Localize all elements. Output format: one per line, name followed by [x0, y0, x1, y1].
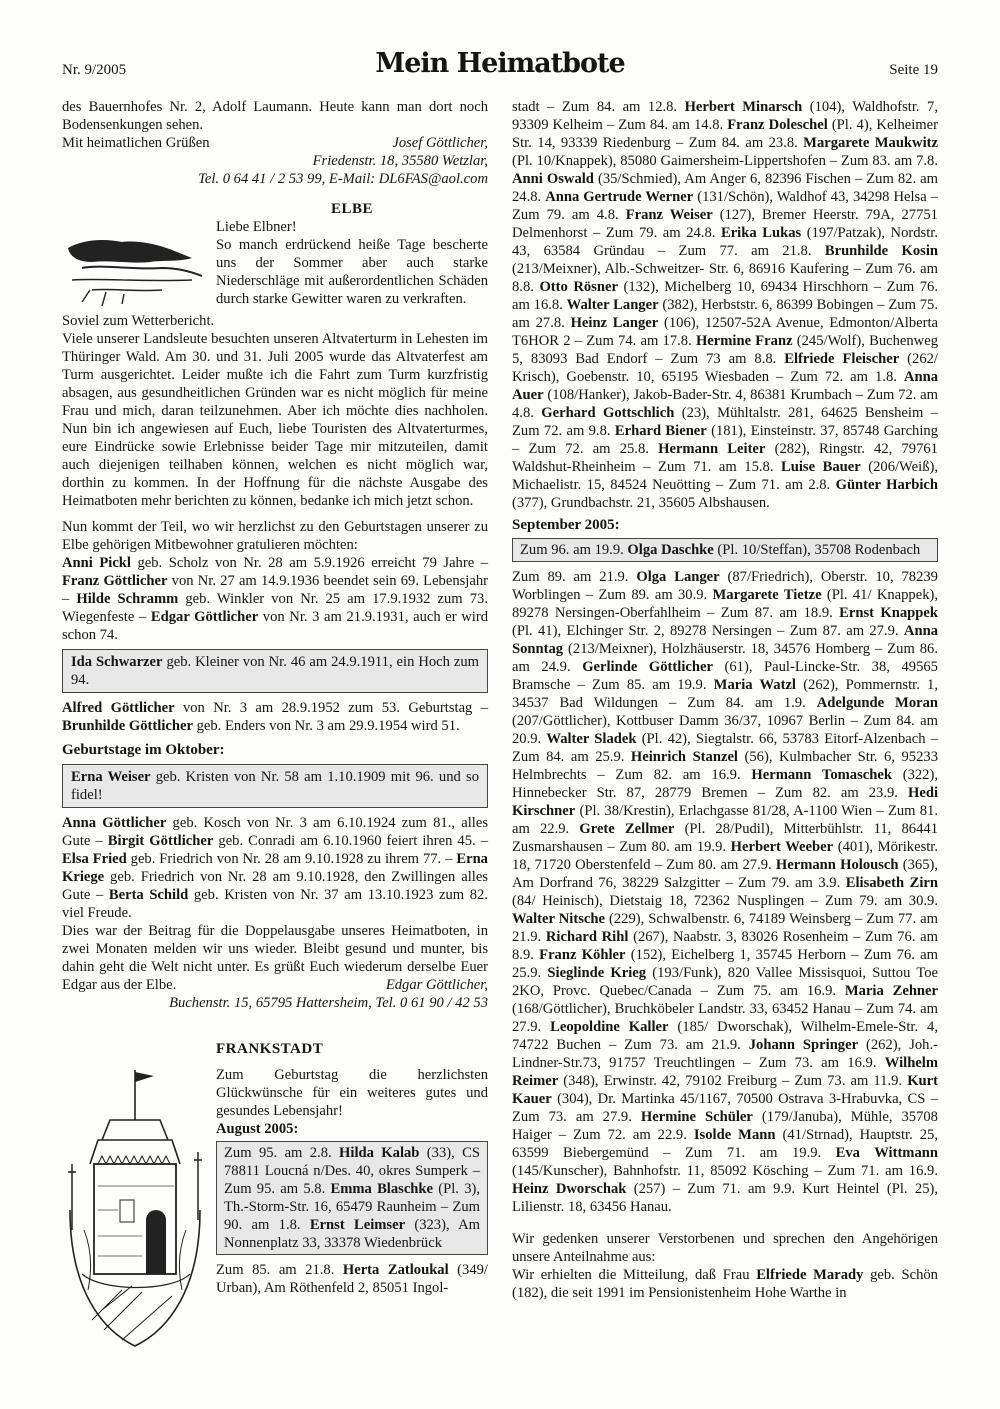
person-name: Margarete Maukwitz — [803, 135, 938, 151]
page-number: Seite 19 — [889, 62, 938, 78]
person-name: Sieglinde Krieg — [547, 965, 647, 981]
person-name: Anna Sonntag — [512, 623, 938, 657]
elbe-birthdays-late-september: Alfred Göttlicher von Nr. 3 am 28.9.1952 zum 53. Geburtstag – Brunhilde Göttlicher geb. Enders von Nr. 3 am 29.9.1954 wird 51. — [62, 700, 488, 734]
memorial-intro: Wir gedenken unserer Verstorbenen und sprechen den Angehörigen unsere Anteilnahme aus: — [512, 1231, 938, 1265]
person-name: Margarete Tietze — [712, 587, 822, 603]
person-name: Erika Lukas — [720, 225, 802, 241]
person-name: Hermine Franz — [695, 333, 793, 349]
frankstadt-august-entry: Zum 85. am 21.8. Herta Zatloukal (349/ Urban), Am Röthenfeld 2, 85051 Ingol- — [216, 1262, 488, 1296]
person-name: Franz Köhler — [539, 947, 626, 963]
person-name: Gerhard Gottschlich — [541, 405, 675, 421]
signature-address: Buchenstr. 15, 65795 Hattersheim, Tel. 0 61 90 / 42 53 — [169, 995, 488, 1011]
person-name: Anni Oswald — [512, 171, 594, 187]
person-name: Anna Auer — [512, 369, 938, 403]
october-heading: Geburtstage im Oktober: — [62, 742, 225, 758]
person-name: Elisabeth Zirn — [845, 875, 938, 891]
elbe-salutation: Liebe Elbner! — [216, 219, 297, 235]
left-column — [62, 98, 488, 1350]
greeting: Mit heimatlichen Grüßen — [62, 135, 210, 151]
signature-contact: Tel. 0 64 41 / 2 53 99, E-Mail: DL6FAS@aol.com — [198, 171, 488, 187]
person-name: Heinrich Stanzel — [630, 749, 738, 765]
person-name: Kurt Kauer — [512, 1073, 938, 1107]
september-birthday-list: Zum 89. am 21.9. Olga Langer (87/Friedrich), Oberstr. 10, 78239 Worblingen – Zum 89. am 30.9. Margarete Tietze (Pl. 41/ Knappek), 89278 Nersingen-Oberfahlheim – Zum 87. am 18.9. Ernst Knappek (Pl. 41), Elchinger Str. 2, 89278 Nersingen – Zum 87. am 27.9. Anna Sonntag (213/Meixner), Holzhäuserstr. 18, 34576 Homberg – Zum 86. am 24.9. Gerlinde Göttlicher (61), Paul-Lincke-Str. 38, 49565 Bramsche – Zum 85. am 19.9. Maria Watzl (262), Pommernstr. 1, 34537 Bad Wildungen – Zum 84. am 1.9. Adelgunde Moran (207/Göttlicher), Kottbuser Damm 36/37, 10967 Berlin – Zum 84. am 20.9. Walter Sladek (Pl. 42), Siegtalstr. 66, 53783 Eitorf-Alzenbach – Zum 84. am 25.9. Heinrich Stanzel (56), Kulmbacher Str. 6, 95233 Helmbrechts – Zum 82. am 16.9. Hermann Tomaschek (322), Hinnebecker Str. 87, 28779 Bremen – Zum 82. am 23.9. Hedi Kirschner (Pl. 38/Krestin), Erlachgasse 81/28, A-1100 Wien – Zum 81. am 22.9. Grete Zellmer (Pl. 28/Pudil), Mitterbühlstr. 11, 86441 Zusmarshausen – Zum 80. am 19.9. Herbert Weeber (401), Mörikestr. 18, 71720 Oberstenfeld – Zum 80. am 27.9. Hermann Holousch (365), Am Dorfrand 76, 38229 Salzgitter – Zum 79. am 3.9. Elisabeth Zirn (84/ Heinisch), Dietstaig 18, 72362 Nusplingen – Zum 79. am 30.9. Walter Nitsche (229), Schwalbenstr. 6, 74189 Weinsberg – Zum 77. am 21.9. Richard Rihl (267), Naabstr. 3, 83026 Rosenheim – Zum 76. am 8.9. Franz Köhler (152), Eichelberg 1, 35745 Herborn – Zum 76. am 25.9. Sieglinde Krieg (193/Funk), 820 Vallee Missisquoi, Suttou Toe 2KO, Provc. Quebec/Canada – Zum 75. am 16.9. Maria Zehner (168/Göttlicher), Bruchköbeler Landstr. 33, 63452 Hanau – Zum 74. am 27.9. Leopoldine Kaller (185/ Dworschak), Wilhelm-Emele-Str. 4, 74722 Buchen – Zum 73. am 21.9. Johann Springer (262), Joh.-Lindner-Str.73, 91757 Treuchtlingen – Zum 73. am 16.9. Wilhelm Reimer (348), Erwinstr. 42, 79102 Freiburg – Zum 73. am 11.9. Kurt Kauer (304), Dr. Martinka 45/1167, 70500 Ostrava 3-Hrabuvka, CS – Zum 73. am 27.9. Hermine Schüler (179/Januba), Mühle, 35708 Haiger – Zum 72. am 22.9. Isolde Mann (41/Strnad), Hauptstr. 25, 63599 Biebergemünd – Zum 71. am 19.9. Eva Wittmann (145/Kunscher), Bahnhofstr. 11, 85092 Kösching – Zum 71. am 16.9. Heinz Dworschak (257) – Zum 71. am 9.9. Kurt Heintel (Pl. 25), Lilienstr. 18, 63456 Hanau. — [512, 569, 939, 1215]
person-name: Leopoldine Kaller — [550, 1019, 669, 1035]
person-name: Heinz Dworschak — [512, 1181, 627, 1197]
person-name: Wilhelm Reimer — [512, 1055, 938, 1089]
signature-name: Josef Göttlicher, — [392, 135, 488, 151]
person-name: Walter Langer — [566, 297, 659, 313]
elbe-birthday-intro: Nun kommt der Teil, wo wir herzlichst zu den Geburtstagen unserer zu Elbe gehörigen Mitbewohner gratulieren möchten: — [62, 519, 488, 553]
page-header — [62, 48, 938, 94]
person-name: Elfriede Fleischer — [784, 351, 900, 367]
person-name: Walter Nitsche — [512, 911, 605, 927]
elbe-title: ELBE — [330, 201, 374, 217]
signature-address: Friedenstr. 18, 35580 Wetzlar, — [312, 153, 488, 169]
person-name: Brunhilde Kosin — [824, 243, 938, 259]
elbe-closing: Dies war der Beitrag für die Doppelausgabe unseres Heimatboten, in zwei Monaten melden wir uns wieder. Bleibt gesund und munter, bis dahin geht die Welt nicht unter. Es grüßt Euch wiederum derselbe Euer Edgar aus der Elbe. — [62, 923, 488, 993]
person-name: Otto Rösner — [539, 279, 618, 295]
person-name: Richard Rihl — [545, 929, 629, 945]
person-name: Walter Sladek — [546, 731, 637, 747]
elbe-birthdays-september: Anni Pickl geb. Scholz von Nr. 28 am 5.9.1926 erreicht 79 Jahre – Franz Göttlicher von Nr. 27 am 14.9.1936 beendet sein 69. Lebensjahr – Hilde Schramm geb. Winkler von Nr. 25 am 17.9.1932 zum 73. Wiegenfeste – Edgar Göttlicher von Nr. 3 am 21.9.1931, auch er wird schon 74. — [62, 555, 488, 643]
masthead: Mein Heimatbote — [375, 48, 625, 79]
person-name: Franz Weiser — [625, 207, 713, 223]
elbe-birthdays-october: Anna Göttlicher geb. Kosch von Nr. 3 am 6.10.1924 zum 81., alles Gute – Birgit Göttlicher geb. Conradi am 6.10.1960 feiert ihren 45. – Elsa Fried geb. Friedrich von Nr. 28 am 9.10.1928 zu ihrem 77. – Erna Kriege geb. Friedrich von Nr. 28 am 9.10.1928, den Zwillingen alles Gute – Berta Schild geb. Kristen von Nr. 37 am 13.10.1923 zum 82. viel Freude. — [62, 815, 489, 921]
memorial-notice: Wir erhielten die Mitteilung, daß Frau Elfriede Marady geb. Schön (182), die seit 1991 im Pensionistenheim Hohe Warthe in — [512, 1267, 938, 1301]
landscape-illustration — [62, 218, 210, 312]
person-name: Günter Harbich — [835, 477, 938, 493]
signature-name: Edgar Göttlicher, — [385, 977, 488, 993]
september-heading: September 2005: — [512, 517, 620, 533]
highlight-box: Zum 95. am 2.8. Hilda Kalab (33), CS 78811 Loucná n/Des. 40, okres Sumperk – Zum 95. am 5.8. Emma Blaschke (Pl. 3), Th.-Storm-Str. 16, 65479 Raunheim – Zum 90. am 1.8. Ernst Leimser (323), Am Nonnenplatz 33, 33378 Wiedenbrück — [216, 1141, 488, 1255]
person-name: Erhard Biener — [614, 423, 707, 439]
person-name: Adelgunde Moran — [816, 695, 939, 711]
highlight-box: Ida Schwarzer geb. Kleiner von Nr. 46 am 24.9.1911, ein Hoch zum 94. — [62, 649, 488, 693]
person-name: Anna Gertrude Werner — [545, 189, 694, 205]
person-name: Hedi Kirschner — [512, 785, 938, 819]
person-name: Heinz Langer — [570, 315, 659, 331]
person-name: Maria Watzl — [713, 677, 796, 693]
right-column — [512, 98, 938, 1302]
elbe-weather: So manch erdrückend heiße Tage bescherte uns der Sommer aber auch starke Niederschläge mit außerordentlichen Schäden durch starke Gewitter waren zu verkraften. — [216, 237, 488, 307]
august-heading: August 2005: — [216, 1121, 299, 1137]
person-name: Hermann Holousch — [775, 857, 899, 873]
highlight-box: Zum 96. am 19.9. Olga Daschke (Pl. 10/Steffan), 35708 Rodenbach — [512, 538, 938, 562]
person-name: Grete Zellmer — [579, 821, 675, 837]
elbe-weather-end: Soviel zum Wetterbericht. — [62, 313, 215, 329]
person-name: Hermann Leiter — [658, 441, 766, 457]
august-birthday-list: stadt – Zum 84. am 12.8. Herbert Minarsch (104), Waldhofstr. 7, 93309 Kelheim – Zum 84. am 14.8. Franz Doleschel (Pl. 4), Kelheimer Str. 14, 93339 Riedenburg – Zum 84. am 23.8. Margarete Maukwitz (Pl. 10/Knappek), 85080 Gaimersheim-Lippertshofen – Zum 83. am 7.8. Anni Oswald (35/Schmied), Am Anger 6, 82396 Fischen – Zum 82. am 24.8. Anna Gertrude Werner (131/Schön), Waldhof 43, 34298 Helsa – Zum 79. am 4.8. Franz Weiser (127), Bremer Heerstr. 79A, 27751 Delmenhorst – Zum 79. am 24.8. Erika Lukas (197/Patzak), Nordstr. 43, 63584 Gründau – Zum 77. am 21.8. Brunhilde Kosin (213/Meixner), Alb.-Schweitzer- Str. 6, 86916 Kaufering – Zum 76. am 8.8. Otto Rösner (132), Michelberg 10, 69434 Hirschhorn – Zum 76. am 16.8. Walter Langer (382), Herbststr. 6, 86399 Bobingen – Zum 75. am 27.8. Heinz Langer (106), 12507-52A Avenue, Edmonton/Alberta T6HOR 2 – Zum 74. am 17.8. Hermine Franz (245/Wolf), Buchenweg 5, 83093 Bad Endorf – Zum 73 am 8.8. Elfriede Fleischer (262/ Krisch), Goebenstr. 10, 65195 Wiesbaden – Zum 72. am 1.8. Anna Auer (108/Hanker), Jakob-Bader-Str. 4, 86381 Krumbach – Zum 72. am 4.8. Gerhard Gottschlich (23), Mühltalstr. 281, 64625 Bensheim – Zum 72. am 9.8. Erhard Biener (181), Einsteinstr. 37, 85748 Garching – Zum 72. am 25.8. Hermann Leiter (282), Ringstr. 42, 79761 Waldshut-Rheinheim – Zum 71. am 15.8. Luise Bauer (206/Weiß), Michaelistr. 15, 84524 Neuötting – Zum 71. am 2.8. Günter Harbich (377), Grundbachstr. 21, 35605 Albshausen. — [512, 99, 939, 511]
person-name: Johann Springer — [748, 1037, 859, 1053]
person-name: Ernst Knappek — [839, 605, 938, 621]
person-name: Hermann Tomaschek — [751, 767, 892, 783]
person-name: Hermine Schüler — [640, 1109, 753, 1125]
person-name: Herbert Weeber — [730, 839, 834, 855]
person-name: Gerlinde Göttlicher — [582, 659, 713, 675]
intro-paragraph: des Bauernhofes Nr. 2, Adolf Laumann. Heute kann man dort noch Bodensenkungen sehen. — [62, 99, 488, 133]
frankstadt-title: FRANKSTADT — [216, 1041, 324, 1057]
person-name: Luise Bauer — [781, 459, 861, 475]
person-name: Herbert Minarsch — [684, 99, 803, 115]
frankstadt-intro: Zum Geburtstag die herzlichsten Glückwünsche für ein weiteres gutes und gesundes Lebensjahr! — [216, 1067, 488, 1119]
issue-number: Nr. 9/2005 — [62, 62, 127, 78]
person-name: Olga Langer — [636, 569, 720, 585]
frankstadt-section — [62, 1040, 488, 1297]
person-name: Isolde Mann — [693, 1127, 776, 1143]
person-name: Franz Doleschel — [727, 117, 828, 133]
elbe-section — [62, 200, 488, 1012]
elbe-tower-report: Viele unserer Landsleute besuchten unseren Altvaterturm in Lehesten im Thüringer Wald. Am 30. und 31. Juli 2005 wurde das Altvaterfest am Turm ausgerichtet. Leider mußte ich die Fahrt zum Turm kurzfristig absagen, aus gesundheitlichen Gründen war es nicht möglich für meine Frau und mich, daran teilzunehmen. Aber ich möchte dies nachholen. Nun bin ich angewiesen auf Euch, liebe Touristen des Altvaterturmes, eure Eindrücke sowie Erlebnisse beider Tage mir mitzuteilen, damit auch diejenigen teilhaben können, welchen es nicht möglich war, dorthin zu kommen. In der Hoffnung für die nächste Ausgabe des Heimatboten mehr berichten zu können, bedanke ich mich jetzt schon. — [62, 331, 488, 509]
highlight-box: Erna Weiser geb. Kristen von Nr. 58 am 1.10.1909 mit 96. und so fidel! — [62, 764, 488, 808]
castle-crest-illustration — [62, 1060, 208, 1350]
person-name: Maria Zehner — [844, 983, 939, 999]
person-name: Eva Wittmann — [835, 1145, 938, 1161]
